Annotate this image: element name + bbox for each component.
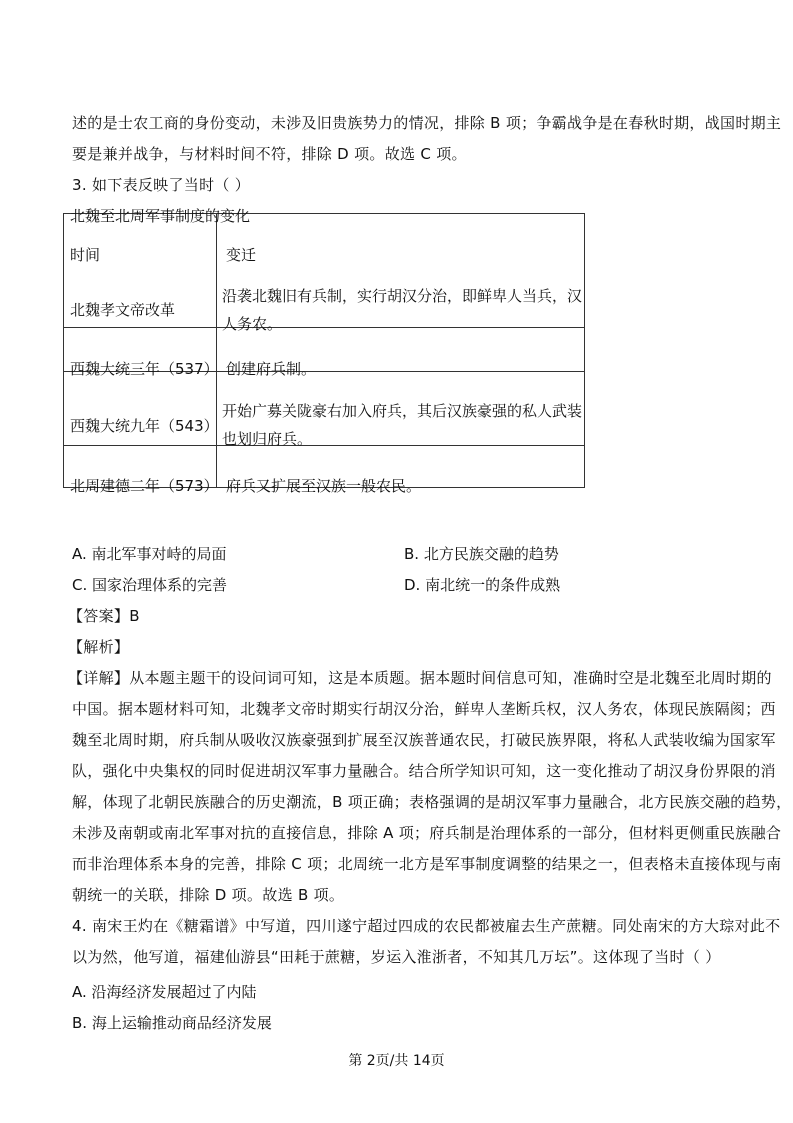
option-a: A. 南北军事对峙的局面 bbox=[72, 545, 227, 563]
question-4-stem: 以为然，他写道，福建仙游县“田耗于蔗糖，岁运入淮浙者，不知其几万坛”。这体现了当时（ ） bbox=[72, 948, 721, 966]
detail-line: 而非治理体系本身的完善，排除 C 项；北周统一北方是军事制度调整的结果之一，但表格未直接体现与南 bbox=[72, 855, 782, 873]
text-line: 述的是士农工商的身份变动，未涉及旧贵族势力的情况，排除 B 项；争霸战争是在春秋时期，战国时期主 bbox=[72, 114, 782, 132]
question-3-stem: 3. 如下表反映了当时（ ） bbox=[72, 176, 251, 194]
detail-line: 魏至北周时期，府兵制从吸收汉族豪强到扩展至汉族普通农民，打破民族界限，将私人武装收编为国家军 bbox=[72, 731, 776, 749]
option-b: B. 北方民族交融的趋势 bbox=[404, 545, 559, 563]
detail-line: 队，强化中央集权的同时促进胡汉军事力量融合。结合所学知识可知，这一变化推动了胡汉身份界限的消 bbox=[72, 762, 776, 780]
table-cell-change: 府兵又扩展至汉族一般农民。 bbox=[226, 477, 422, 495]
detail-line: 未涉及南朝或南北军事对抗的直接信息，排除 A 项；府兵制是治理体系的一部分，但材料更侧重民族融合 bbox=[72, 824, 782, 842]
detail-line: 中国。据本题材料可知，北魏孝文帝时期实行胡汉分治，鲜卑人垄断兵权，汉人务农，体现民族隔阂；西 bbox=[72, 700, 776, 718]
text-line: 要是兼并战争，与材料时间不符，排除 D 项。故选 C 项。 bbox=[72, 145, 467, 163]
analysis-label: 【解析】 bbox=[68, 638, 130, 656]
option-d: D. 南北统一的条件成熟 bbox=[404, 576, 561, 594]
table-cell-change: 开始广募关陇豪右加入府兵，其后汉族豪强的私人武装也划归府兵。 bbox=[222, 402, 583, 448]
detail-line: 朝统一的关联，排除 D 项。故选 B 项。 bbox=[72, 886, 345, 904]
option-a: A. 沿海经济发展超过了内陆 bbox=[72, 983, 257, 1001]
answer-label: 【答案】B bbox=[68, 607, 140, 625]
detail-line: 【详解】从本题主题干的设问词可知，这是本质题。据本题时间信息可知，准确时空是北魏至北周时期的 bbox=[68, 669, 772, 687]
table-cell-time: 北周建德二年（573） bbox=[70, 477, 219, 495]
table-cell-change: 创建府兵制。 bbox=[226, 360, 317, 378]
option-c: C. 国家治理体系的完善 bbox=[72, 576, 228, 594]
table-cell-time: 西魏大统九年（543） bbox=[70, 417, 219, 435]
table-cell-change: 沿袭北魏旧有兵制，实行胡汉分治，即鲜卑人当兵，汉人务农。 bbox=[222, 287, 583, 333]
option-b: B. 海上运输推动商品经济发展 bbox=[72, 1014, 272, 1032]
table-cell-time: 北魏孝文帝改革 bbox=[70, 301, 176, 319]
table-header-time: 时间 bbox=[70, 246, 101, 264]
page-number: 第 2页/共 14页 bbox=[348, 1053, 445, 1069]
table-cell-time: 西魏大统三年（537） bbox=[70, 360, 219, 378]
detail-line: 解，体现了北朝民族融合的历史潮流，B 项正确；表格强调的是胡汉军事力量融合，北方民族交融的趋势， bbox=[72, 793, 792, 811]
table-title: 北魏至北周军事制度的变化 bbox=[70, 207, 251, 225]
question-4-stem: 4. 南宋王灼在《糖霜谱》中写道，四川遂宁超过四成的农民都被雇去生产蔗糖。同处南宋的方大琮对此不 bbox=[72, 917, 781, 935]
table-header-change: 变迁 bbox=[226, 246, 257, 264]
